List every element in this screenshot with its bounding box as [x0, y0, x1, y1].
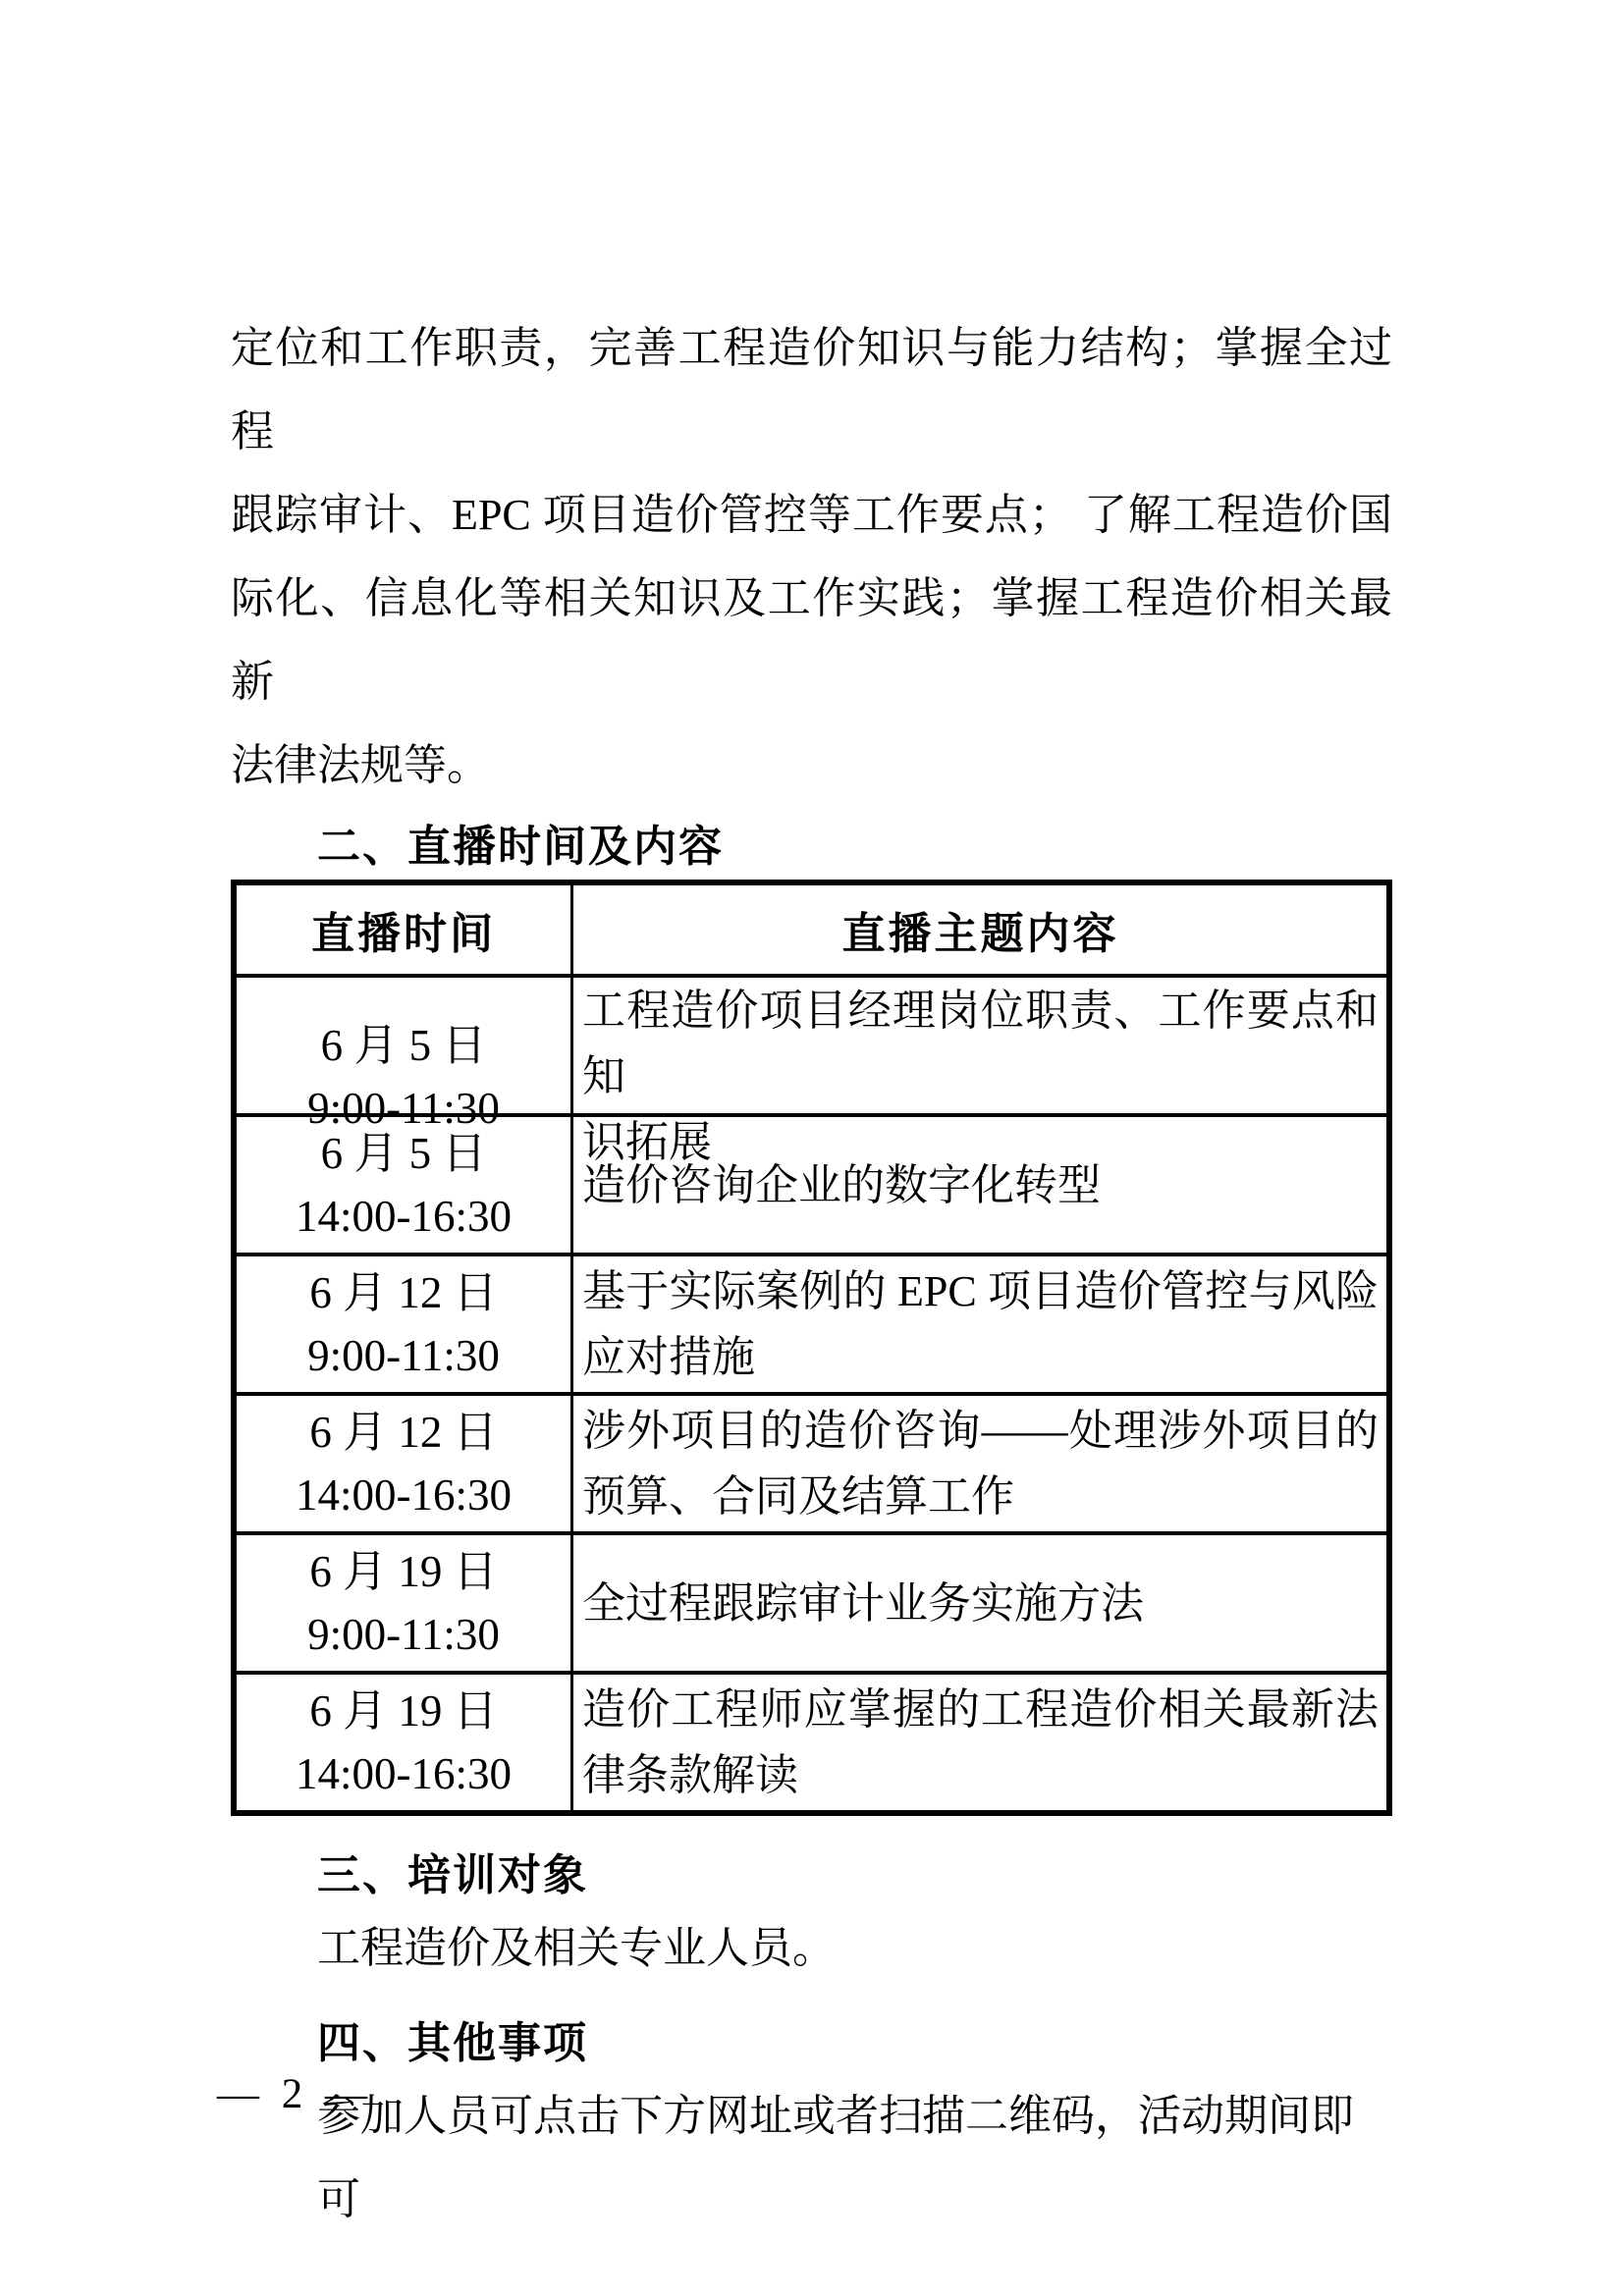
table-row	[237, 1253, 1386, 1392]
table-header-time: 直播时间	[237, 885, 573, 974]
intro-paragraph	[231, 306, 1392, 807]
live-topic-line: 识拓展	[582, 1118, 712, 1166]
page-content	[231, 0, 1392, 2241]
live-topic-line: 工程造价项目经理岗位职责、工作要点和知	[582, 987, 1379, 1100]
cell-live-topic	[573, 1675, 1386, 1810]
live-time: 9:00-11:30	[307, 1610, 500, 1659]
cell-live-time	[237, 1256, 573, 1392]
table-row	[237, 1392, 1386, 1531]
live-date: 6 月 5 日	[320, 1020, 487, 1070]
live-topic-line: 预算、合同及结算工作	[582, 1472, 1014, 1521]
live-date: 6 月 12 日	[309, 1268, 498, 1317]
live-topic-line: 律条款解读	[582, 1751, 798, 1799]
live-time: 9:00-11:30	[307, 1331, 500, 1380]
table-row	[237, 1671, 1386, 1810]
cell-live-topic	[573, 1256, 1386, 1392]
live-date: 6 月 19 日	[309, 1547, 498, 1596]
section-heading-other: 四、其他事项	[317, 2019, 588, 2067]
live-topic-line: 全过程跟踪审计业务实施方法	[582, 1578, 1144, 1628]
live-topic-line: 涉外项目的造价咨询——处理涉外项目的	[582, 1407, 1379, 1455]
live-time: 14:00-16:30	[296, 1192, 512, 1241]
table-row	[237, 1113, 1386, 1253]
cell-live-time	[237, 1535, 573, 1671]
intro-line: 际化、信息化等相关知识及工作实践；掌握工程造价相关最新	[231, 574, 1392, 706]
table-row	[237, 1531, 1386, 1671]
table-row	[237, 974, 1386, 1166]
cell-live-topic	[573, 1535, 1386, 1671]
live-time: 9:00-11:30	[307, 1083, 500, 1133]
section-heading-trainees: 三、培训对象	[317, 1851, 588, 1899]
intro-line: 跟踪审计、EPC 项目造价管控等工作要点； 了解工程造价国	[231, 491, 1392, 539]
live-topic-line: 造价工程师应掌握的工程造价相关最新法	[582, 1685, 1379, 1734]
live-topic-line: 造价咨询企业的数字化转型	[582, 1160, 1101, 1209]
schedule-table	[231, 880, 1392, 1816]
section-body-trainees: 工程造价及相关专业人员。	[317, 1924, 836, 1972]
intro-line: 定位和工作职责，完善工程造价知识与能力结构；掌握全过程	[231, 324, 1392, 455]
table-header-topic: 直播主题内容	[841, 910, 1119, 958]
intro-line: 法律法规等。	[231, 741, 490, 789]
section-body-other: 参加人员可点击下方网址或者扫描二维码，活动期间即可	[317, 2092, 1354, 2223]
live-topic-line: 基于实际案例的 EPC 项目造价管控与风险	[582, 1267, 1379, 1315]
section-heading-live-schedule: 二、直播时间及内容	[317, 823, 724, 871]
table-header-row	[237, 885, 1386, 974]
cell-live-time	[237, 1675, 573, 1810]
live-date: 6 月 19 日	[309, 1686, 498, 1735]
live-date: 6 月 12 日	[309, 1408, 498, 1457]
page-number: — 2 —	[217, 2071, 373, 2117]
live-time: 14:00-16:30	[296, 1749, 512, 1798]
cell-live-topic	[573, 1396, 1386, 1531]
live-time: 14:00-16:30	[296, 1470, 512, 1520]
cell-live-time	[237, 1396, 573, 1531]
cell-live-time	[237, 1117, 573, 1253]
live-date: 6 月 5 日	[320, 1129, 487, 1178]
live-topic-line: 应对措施	[582, 1333, 755, 1381]
cell-live-topic	[573, 1117, 1386, 1253]
